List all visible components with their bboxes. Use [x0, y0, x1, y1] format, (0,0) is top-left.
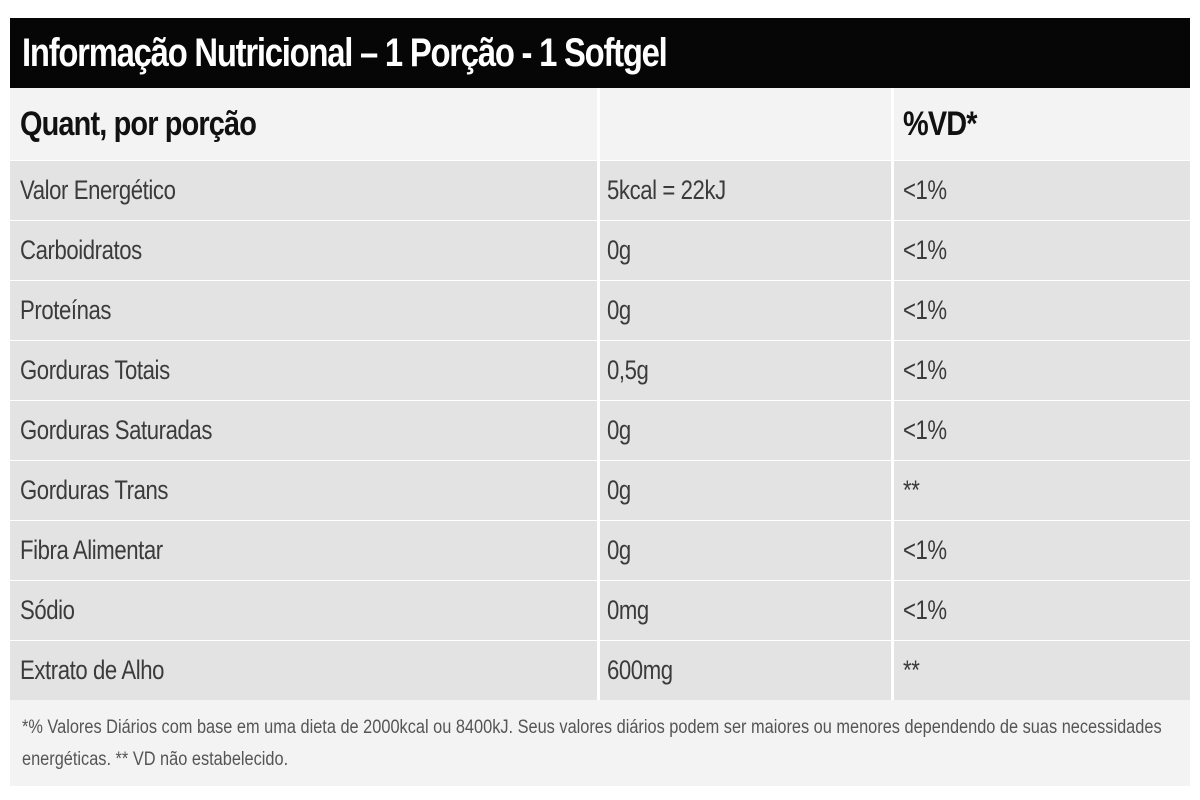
nutrient-amount-text: 5kcal = 22kJ	[607, 175, 726, 205]
table-row	[10, 160, 1190, 220]
nutrient-amount-text: 0,5g	[607, 355, 649, 385]
nutrient-daily-value	[891, 161, 1190, 220]
nutrient-daily-value-text: <1%	[903, 235, 947, 265]
nutrient-daily-value-text: **	[903, 655, 920, 685]
header-amount	[597, 88, 891, 160]
nutrient-name-text: Sódio	[20, 595, 75, 625]
table-row	[10, 460, 1190, 520]
header-daily-value-label: %VD*	[903, 104, 977, 143]
nutrient-daily-value-text: <1%	[903, 595, 947, 625]
nutrient-amount	[597, 641, 891, 700]
nutrient-name-text: Gorduras Totais	[20, 355, 170, 385]
footnote	[10, 700, 1190, 786]
nutrient-amount-text: 0g	[607, 415, 631, 445]
nutrient-daily-value	[891, 281, 1190, 340]
nutrient-name	[10, 401, 597, 460]
nutrient-amount	[597, 581, 891, 640]
header-quantity	[10, 88, 597, 160]
nutrient-daily-value-text: <1%	[903, 355, 947, 385]
nutrient-name	[10, 341, 597, 400]
nutrient-amount-text: 0g	[607, 475, 631, 505]
nutrient-daily-value-text: <1%	[903, 415, 947, 445]
nutrient-name	[10, 221, 597, 280]
nutrient-daily-value-text: **	[903, 475, 920, 505]
nutrient-amount-text: 0g	[607, 535, 631, 565]
table-row	[10, 280, 1190, 340]
nutrient-daily-value	[891, 461, 1190, 520]
table-row	[10, 640, 1190, 700]
nutrient-name	[10, 581, 597, 640]
nutrient-name	[10, 461, 597, 520]
nutrient-name-text: Valor Energético	[20, 175, 176, 205]
nutrient-daily-value	[891, 401, 1190, 460]
nutrient-amount-text: 0g	[607, 295, 631, 325]
nutrition-title: Informação Nutricional – 1 Porção - 1 Softgel	[22, 30, 667, 75]
nutrient-amount	[597, 161, 891, 220]
nutrient-name-text: Fibra Alimentar	[20, 535, 163, 565]
table-row	[10, 340, 1190, 400]
table-row	[10, 580, 1190, 640]
nutrient-name-text: Gorduras Trans	[20, 475, 169, 505]
nutrient-amount-text: 0g	[607, 235, 631, 265]
footnote-text: *% Valores Diários com base em uma dieta de 2000kcal ou 8400kJ. Seus valores diários podem ser maiores ou menores dependendo de suas necessidades energéticas. ** VD não estabelecido.	[22, 717, 1162, 770]
nutrient-name-text: Carboidratos	[20, 235, 142, 265]
nutrient-name-text: Gorduras Saturadas	[20, 415, 212, 445]
nutrient-daily-value-text: <1%	[903, 175, 947, 205]
nutrient-daily-value	[891, 221, 1190, 280]
nutrient-name-text: Extrato de Alho	[20, 655, 165, 685]
nutrient-amount	[597, 341, 891, 400]
nutrient-amount	[597, 281, 891, 340]
table-header-row	[10, 88, 1190, 160]
nutrition-title-bar	[10, 18, 1190, 88]
nutrient-daily-value	[891, 521, 1190, 580]
nutrition-table	[10, 88, 1190, 700]
nutrient-amount-text: 0mg	[607, 595, 649, 625]
nutrient-daily-value-text: <1%	[903, 535, 947, 565]
nutrient-daily-value-text: <1%	[903, 295, 947, 325]
nutrient-name	[10, 281, 597, 340]
nutrient-amount-text: 600mg	[607, 655, 673, 685]
nutrient-daily-value	[891, 581, 1190, 640]
nutrition-facts-panel	[10, 18, 1190, 786]
header-daily-value	[891, 88, 1190, 160]
nutrient-amount	[597, 461, 891, 520]
nutrient-name	[10, 161, 597, 220]
table-row	[10, 520, 1190, 580]
nutrient-amount	[597, 401, 891, 460]
table-row	[10, 220, 1190, 280]
nutrient-name	[10, 641, 597, 700]
nutrient-name	[10, 521, 597, 580]
nutrient-name-text: Proteínas	[20, 295, 112, 325]
nutrient-amount	[597, 221, 891, 280]
nutrient-daily-value	[891, 641, 1190, 700]
table-row	[10, 400, 1190, 460]
header-quantity-label: Quant, por porção	[20, 104, 257, 143]
nutrient-daily-value	[891, 341, 1190, 400]
nutrient-amount	[597, 521, 891, 580]
